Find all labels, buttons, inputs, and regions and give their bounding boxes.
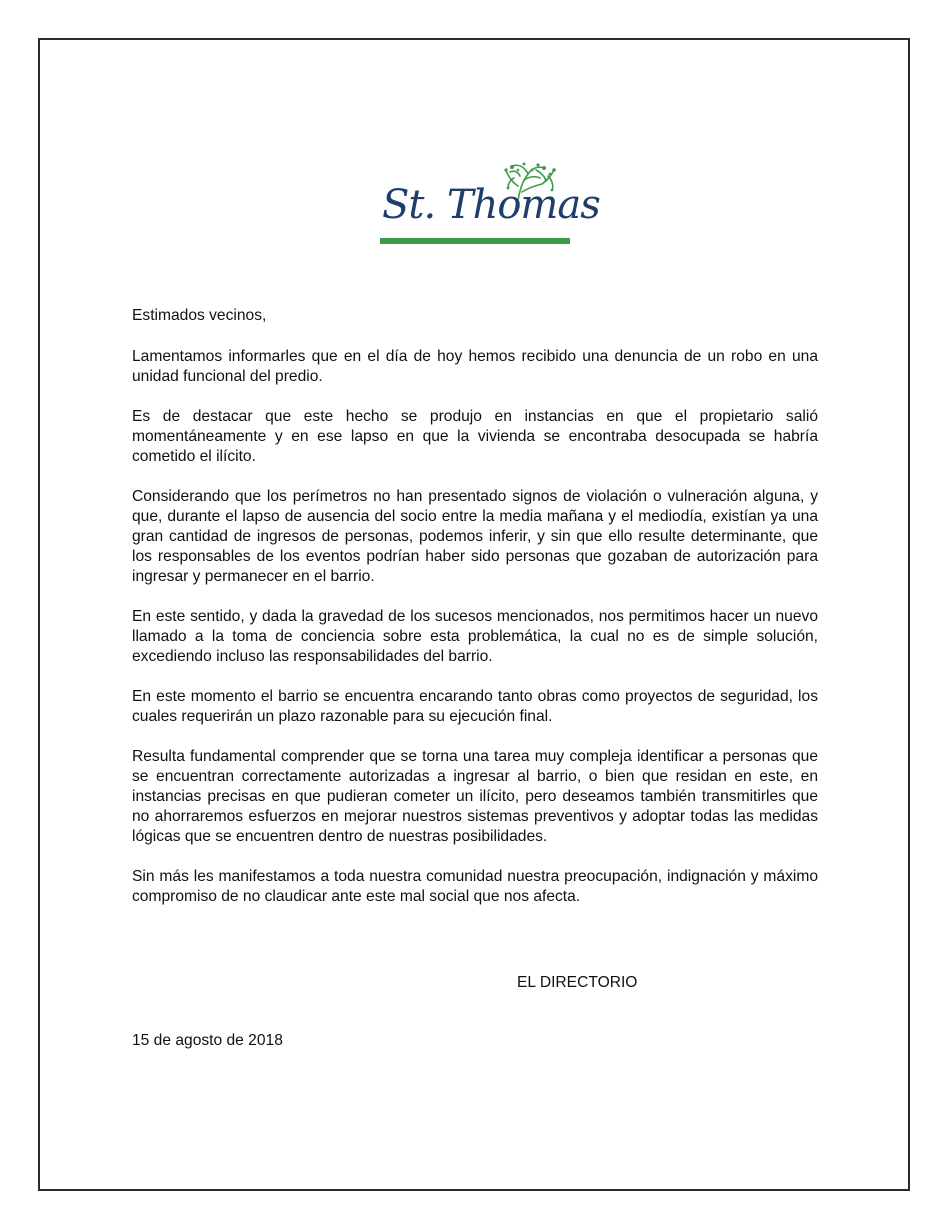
paragraph: Es de destacar que este hecho se produjo en instancias en que el propietario salió momentáneamente y en ese lapso en que la vivienda se encontraba desocupada se habría cometido el ilícito. [132, 408, 818, 465]
paragraph: Resulta fundamental comprender que se torna una tarea muy compleja identificar a personas que se encuentran correctamente autorizadas a ingresar al barrio, o bien que residan en este, en instancias precisas en que pudieran cometer un ilícito, pero deseamos también transmitirles que no ahorraremos esfuerzos en mejorar nuestros sistemas preventivos y adoptar todas las medidas lógicas que se encuentren dentro de nuestras posibilidades. [132, 748, 818, 845]
logo-wordmark: St. Thomas [382, 182, 600, 228]
logo-underline [380, 238, 570, 244]
letter-body [132, 306, 818, 927]
paragraph: En este sentido, y dada la gravedad de los sucesos mencionados, nos permitimos hacer un nuevo llamado a la toma de conciencia sobre esta problemática, la cual no es de simple solución, excediendo incluso las responsabilidades del barrio. [132, 608, 818, 665]
paragraph: Lamentamos informarles que en el día de hoy hemos recibido una denuncia de un robo en una unidad funcional del predio. [132, 348, 818, 385]
signature: EL DIRECTORIO [517, 974, 638, 991]
st-thomas-logo [378, 158, 600, 250]
paragraph: Sin más les manifestamos a toda nuestra comunidad nuestra preocupación, indignación y máximo compromiso de no claudicar ante este mal social que nos afecta. [132, 868, 818, 905]
salutation: Estimados vecinos, [132, 307, 267, 324]
paragraph: En este momento el barrio se encuentra encarando tanto obras como proyectos de seguridad, los cuales requerirán un plazo razonable para su ejecución final. [132, 688, 818, 725]
letter-date: 15 de agosto de 2018 [132, 1032, 283, 1049]
paragraph: Considerando que los perímetros no han presentado signos de violación o vulneración alguna, y que, durante el lapso de ausencia del socio entre la media mañana y el mediodía, existían ya una gran cantidad de ingresos de personas, podemos inferir, y sin que ello resulte determinante, que los responsables de los eventos podrían haber sido personas que gozaban de autorización para ingresar y permanecer en el barrio. [132, 488, 818, 585]
